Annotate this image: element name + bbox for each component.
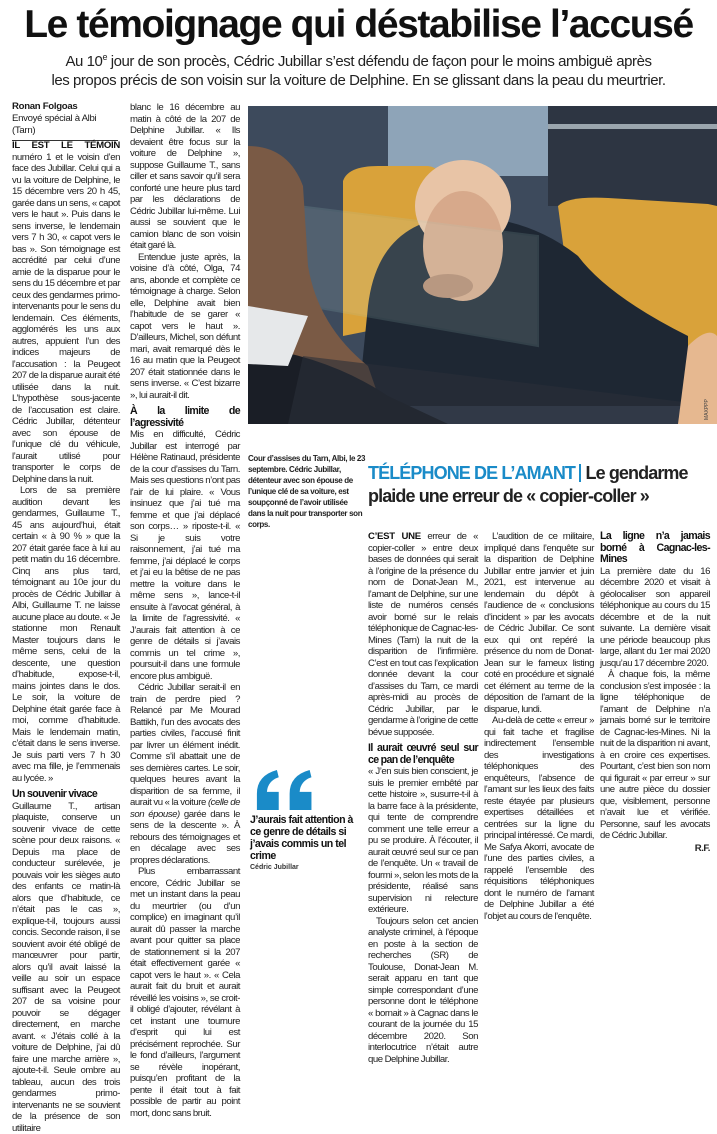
quote-mark-icon [250,770,322,810]
main-article-paragraph: IL EST LE TÉMOIN numéro 1 et le voisin d’en face des Jubillar. Celui qui a vu la voiture de Delphine, le 15 décembre vers 20 h 45, garée dans un sens, « capot vers le haut ». Puis dans le sens inverse, le lendemain vers 7 h 30, « capot vers le bas ». Son témoignage est accrédité par celui d’une amie de la disparue pour le sens du 15 décembre et par ceux des gendarmes primo-intervenants pour le sens du lendemain. Ces éléments, agglomérés les uns aux autres, appuient l’un des indices majeurs de l’accusation : la Peugeot 207 de la disparue aurait été utilisée dans la nuit. L’hypothèse sous-jacente de l’accusation est claire. Cédric Jubillar, détenteur avec son épouse de l’unique clé du véhicule, l’aurait utilisé pour transporter le corps de Delphine dans la nuit. [12,140,120,485]
main-article-paragraph: Cédric Jubillar serait-il en train de perdre pied ? Relancé par Me Mourad Battikh, l’un des avocats des parties civiles, l’accusé finit par livrer un élément inédit. Comme s’il abattait une de ses dernières cartes. Le soir, quelques heures avant la disparition de sa femme, il aurait vu « la voiture (celle de son épouse) garée dans le sens de la descente ». À rebours des témoignages et en décalage avec ses propres déclarations. [130,682,240,866]
subhead-oeuvre-seul: Il aurait œuvré seul sur ce pan de l’enquête [368,743,478,766]
standfirst-line2: les propos précis de son voisin sur la voiture de Delphine. En se glissant dans la peau du meurtrier. [51,72,665,89]
side-article-col-3 [600,531,710,854]
subhead-limite-agressivite: À la limite de l’agressivité [130,406,240,429]
pull-quote-author: Cédric Jubillar [250,864,366,871]
main-article-paragraph: Lors de sa première audition devant les gendarmes, Guillaume T., 45 ans aujourd’hui, était certain « à 90 % » que la 207 était garée face à lui au petit matin du 16 décembre. Cinq ans plus tard, témoignant au 10e jour du procès de Cédric Jubillar à Albi, Guillaume T. ne laisse aucune place au doute. « Je stationne mon Renault Master toujours dans le même sens, celui de la descente, une question d’habitude, expose-t-il, mains jointes dans le dos. Le soir, la voiture de Delphine était garée face à moi, comme d’habitude. Mais le lendemain matin, c’était dans le sens inverse. Je suis parti vers 7 h 30 avec ma fille, je l’emmenais au lycée. » [12,485,120,784]
side-article-col-2 [484,531,594,922]
headline: Le témoignage qui déstabilise l’accusé [0,2,717,48]
side-article-title [368,462,713,508]
subhead-ligne-jamais-borne: La ligne n’a jamais borné à Cagnac-les-Mines [600,531,710,566]
standfirst [4,52,713,90]
pull-quote [250,770,366,871]
side-article-paragraph: Toujours selon cet ancien analyste criminel, à l’époque en poste à la section de recherches (SR) de Toulouse, Donat-Jean M. serait apparu en tant que simple correspondant d’une personne dont le téléphone « bornait » à Cagnac dans le courant de la journée du 15 décembre 2020. Son interlocutrice n’était autre que Delphine Jubillar. [368,916,478,1066]
photo-caption: Cour d’assises du Tarn, Albi, le 23 septembre. Cédric Jubillar, détenteur avec son épouse de l’unique clé de sa voiture, est soupçonné de l’avoir utilisée dans la nuit pour transporter son corps. [248,453,366,530]
photo-illustration [248,106,717,424]
lead-caps: IL EST LE TÉMOIN [12,140,120,151]
side-article-col-1 [368,531,478,1065]
side-lead-caps: C’EST UNE [368,531,421,542]
side-article-paragraph: L’audition de ce militaire, impliqué dans l’enquête sur la disparition de Delphine Jubillar entre janvier et juin 2021, est intervenue au lendemain du dépôt à l’audience de « conclusions d’incident » par les avocats de Cédric Jubillar. Ce sont eux qui ont repéré la présence du nom de Donat-Jean sur le fameux listing coté en procédure et signalé cet élément au terme de la déposition de l’amant de la disparue, lundi. [484,531,594,715]
photo-credit: MAXPPP [704,399,710,420]
photo-courtroom [248,106,717,424]
main-article-paragraph: Plus embarrassant encore, Cédric Jubillar se met un instant dans la peau du meurtrier (ou d’un complice) en imaginant qu’il aurait dû passer la marche avant pour quitter sa place de stationnement si la 207 était effectivement garée « capot vers le haut ». « Cela aurait fait du bruit et aurait réveillé les voisins », se croit-il obligé d’ajouter, révélant à cet instant une tournure d’esprit qui lui est précisément reprochée. Sur le fond d’ailleurs, l’argument se révèle inopérant, puisqu’en profitant de la pente il était tout à fait possible de partir au point mort, donc sans bruit. [130,866,240,1119]
side-article-paragraph: C’EST UNE erreur de « copier-coller » entre deux bases de données qui serait à l’origine de la présence du nom de Donat-Jean M., l’amant de Delphine, sur une liste de numéros censés avoir borné sur le relais téléphonique de Cagnac-les-Mines (Tarn) la nuit de la disparition de l’infirmière. C’est en tout cas l’explication donnée devant la cour d’assises du Tarn, ce mardi après-midi au procès de Cédric Jubillar, par le gendarme à l’origine de cette bévue supposée. [368,531,478,738]
byline-author: Ronan Folgoas [12,101,118,113]
side-article-headline: Le gendarme plaide une erreur de « copier-coller » [368,463,688,506]
main-article-paragraph: Guillaume T., artisan plaquiste, conserve un souvenir vivace de cette scène pour deux raisons. « Depuis ma place de conducteur surélevée, je pouvais voir les sièges auto des enfants ce matin-là alors que d’habitude, ce n’était pas le cas », explique-t-il, toujours aussi concis. Seconde raison, il se souvient avoir été obligé de manœuvrer pour partir, alors qu’il avait laissé la veille au soir un espace suffisant avec la Peugeot 207 de sa voisine pour pouvoir se dégager directement, en marche avant. « J’étais collé à la voiture de Delphine, j’ai dû faire une marche arrière », ajoute-t-il. Seule ombre au tableau, aucun des trois gendarmes primo-intervenants ne se souvient de la présence de son utilitaire [12,801,120,1134]
title-separator [579,464,581,482]
main-article-col-2 [130,102,240,1119]
side-article-paragraph: « J’en suis bien conscient, je suis le premier embêté par cette histoire », susurre-t-il à la barre face à la présidente, qui tente de comprendre comment une telle erreur a pu se produire. À l’écouter, il aurait œuvré seul sur ce pan de l’enquête. Un « travail de fourmi », selon les mots de la présidente, réalisé sans supervision ni relecture extérieure. [368,766,478,916]
byline-role: Envoyé spécial à Albi (Tarn) [12,113,118,137]
side-article-kicker: TÉLÉPHONE DE L’AMANT [368,463,575,483]
byline [12,101,118,141]
pull-quote-text: J’aurais fait attention à ce genre de détails si j’avais commis un tel crime [250,814,366,862]
main-article-paragraph: Entendue juste après, la voisine d’à côté, Olga, 74 ans, abonde et complète ce témoignage à charge. Selon elle, Delphine avait bien l’habitude de se garer « capot vers le haut ». D’ailleurs, Michel, son défunt mari, avait remarqué dès le 16 au matin que la Peugeot 207 était stationnée dans le sens inverse. « C’est bizarre », lui aurait-il dit. [130,252,240,402]
main-article-paragraph: blanc le 16 décembre au matin à côté de la 207 de Delphine Jubillar. « Ils devaient être focus sur la voiture de Delphine », suppose Guillaume T., sans ciller et sans savoir qu’il sera conforté une heure plus tard par les déclarations de Cédric Jubillar lui-même. Lui aussi se souvient que le camion blanc de son voisin était garé là. [130,102,240,252]
standfirst-line1: Au 10e jour de son procès, Cédric Jubillar s’est défendu de façon pour le moins ambiguë après [65,53,651,70]
side-article-paragraph: La première date du 16 décembre 2020 et visait à géolocaliser son appareil téléphonique au cours du 15 décembre et de la nuit suivante. La dernière visait une période beaucoup plus large, allant du 1er mai 2020 jusqu’au 17 décembre 2020. [600,566,710,670]
main-article-col-1 [12,140,120,1134]
subhead-souvenir-vivace: Un souvenir vivace [12,789,120,801]
signoff: R.F. [600,843,710,855]
main-article-paragraph: Mis en difficulté, Cédric Jubillar est interrogé par Hélène Ratinaud, présidente de la cour d’assises du Tarn. Mais ses questions n’ont pas l’air de lui plaire. « Vous insinuez que j’ai tué ma femme et que j’ai déplacé son corps… » riposte-t-il. « Si je suis votre raisonnement, j’ai tué ma femme, j’ai déplacé le corps et j’ai eu la bêtise de ne pas mettre la voiture dans le même sens », lance-t-il ensuite à l’avocat général, à la limite de l’agressivité. « J’aurais fait attention à ce genre de détails si j’avais commis un tel crime », poursuit-il dans une formule encore plus ambiguë. [130,429,240,682]
side-article-paragraph: Au-delà de cette « erreur » qui fait tache et fragilise indirectement l’ensemble des investigations téléphoniques des enquêteurs, l’absence de l’amant sur les lieux des faits reste étayée par plusieurs expertises détaillées et centrées sur la ligne du principal intéressé. Ce mardi, Me Safya Akorri, avocate de l’une des parties civiles, a rappelé l’ensemble des réquisitions téléphoniques dont le numéro de l’amant de Delphine Jubillar a été l’objet au cours de l’enquête. [484,715,594,922]
side-article-paragraph: À chaque fois, la même conclusion s’est imposée : la ligne téléphonique de l’amant de Delphine n’a jamais borné sur le territoire de Cagnac-les-Mines. Ni la nuit de la disparition ni avant, à en croire ces expertises. Pourtant, c’est bien son nom qui figurait « par erreur » sur une autre pièce du dossier que, visiblement, personne n’avait lue et vérifiée. Personne, sauf les avocats de Cédric Jubillar. [600,669,710,842]
